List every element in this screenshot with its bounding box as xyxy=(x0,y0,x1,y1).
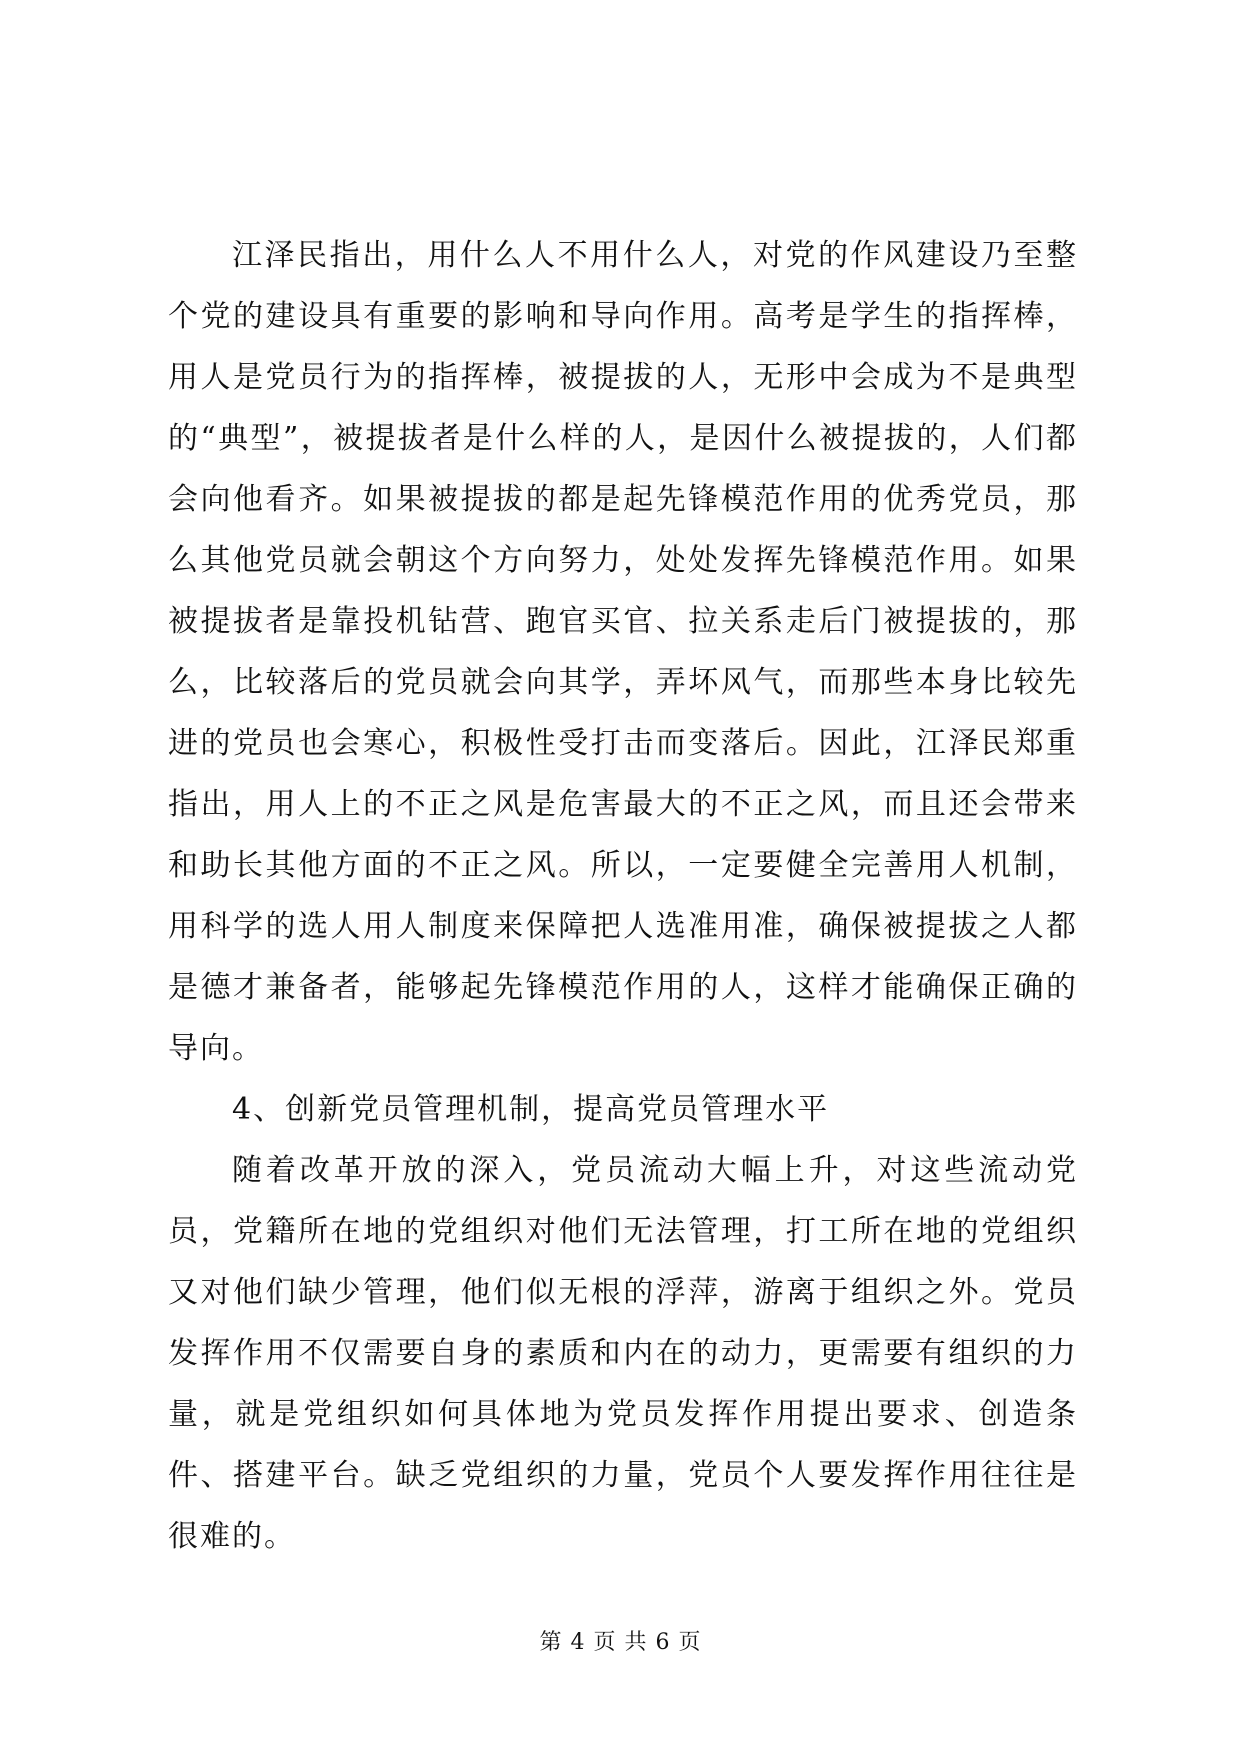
section-heading: 4、创新党员管理机制，提高党员管理水平 xyxy=(232,1092,830,1127)
document-body xyxy=(168,225,1078,1567)
page-footer: 第 4 页 共 6 页 xyxy=(539,1630,702,1655)
paragraph-2: 随着改革开放的深入，党员流动大幅上升，对这些流动党员，党籍所在地的党组织对他们无法管理，打工所在地的党组织又对他们缺少管理，他们似无根的浮萍，游离于组织之外。党员发挥作用不仅需要自身的素质和内在的动力，更需要有组织的力量，就是党组织如何具体地为党员发挥作用提出要求、创造条件、搭建平台。缺乏党组织的力量，党员个人要发挥作用往往是很难的。 xyxy=(168,1153,1078,1554)
paragraph-1: 江泽民指出，用什么人不用什么人，对党的作风建设乃至整个党的建设具有重要的影响和导向作用。高考是学生的指挥棒，用人是党员行为的指挥棒，被提拔的人，无形中会成为不是典型的“典型”，被提拔者是什么样的人，是因什么被提拔的，人们都会向他看齐。如果被提拔的都是起先锋模范作用的优秀党员，那么其他党员就会朝这个方向努力，处处发挥先锋模范作用。如果被提拔者是靠投机钻营、跑官买官、拉关系走后门被提拔的，那么，比较落后的党员就会向其学，弄坏风气，而那些本身比较先进的党员也会寒心，积极性受打击而变落后。因此，江泽民郑重指出，用人上的不正之风是危害最大的不正之风，而且还会带来和助长其他方面的不正之风。所以，一定要健全完善用人机制，用科学的选人用人制度来保障把人选准用准，确保被提拔之人都是德才兼备者，能够起先锋模范作用的人，这样才能确保正确的导向。 xyxy=(168,238,1078,1066)
